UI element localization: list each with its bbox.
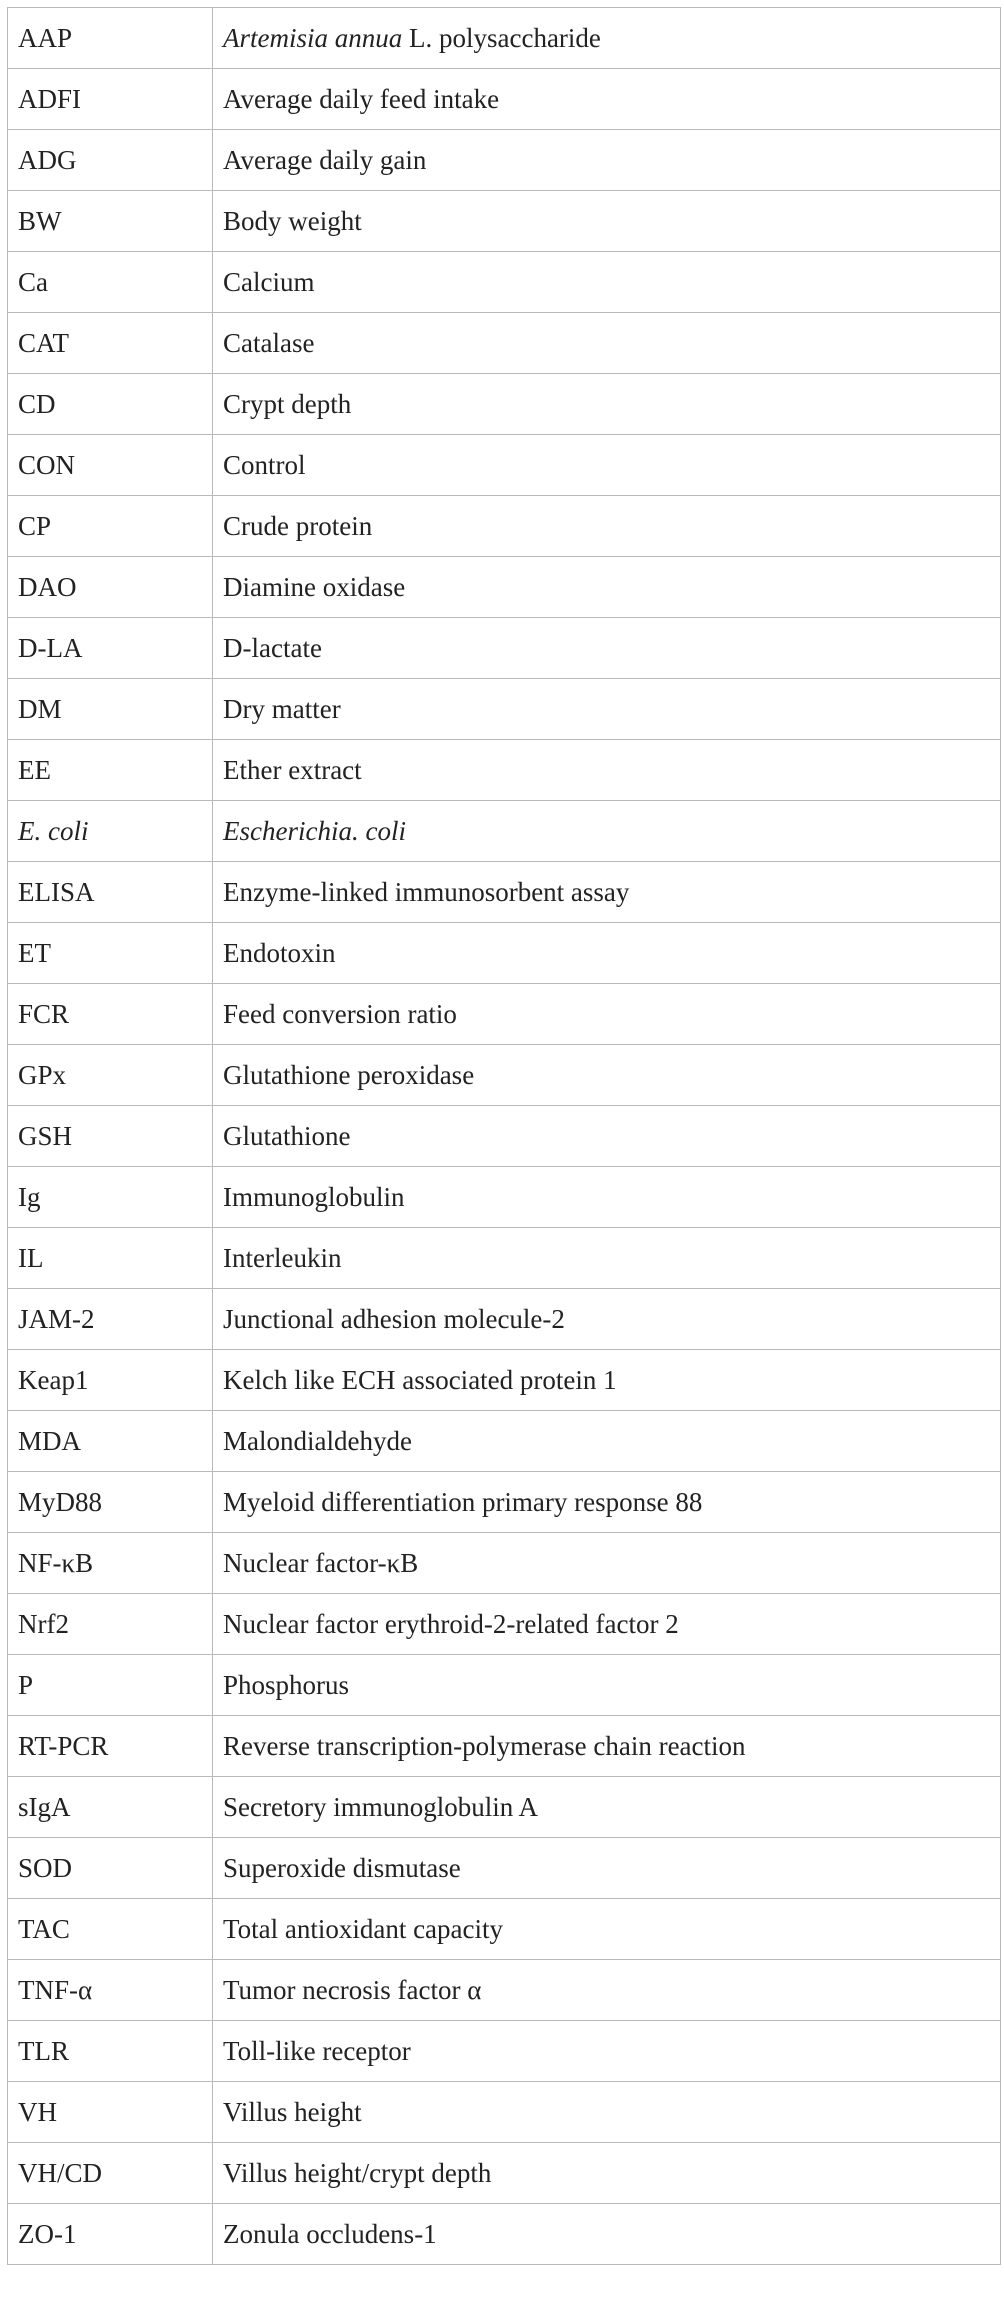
definition-cell — [213, 374, 1001, 435]
table-row — [8, 1228, 1001, 1289]
definition-cell — [213, 1960, 1001, 2021]
abbreviation-cell — [8, 374, 213, 435]
definition-cell-text: Toll-like receptor — [223, 2035, 411, 2066]
abbreviation-cell-text: GPx — [18, 1059, 67, 1090]
definition-cell-text: Immunoglobulin — [223, 1181, 405, 1212]
definition-cell-text: Kelch like ECH associated protein 1 — [223, 1364, 617, 1395]
abbreviation-cell-text: SOD — [18, 1852, 73, 1883]
definition-cell — [213, 1533, 1001, 1594]
abbreviation-cell — [8, 923, 213, 984]
definition-cell-text: Reverse transcription-polymerase chain reaction — [223, 1730, 746, 1761]
abbreviation-cell — [8, 679, 213, 740]
abbreviation-cell-text: Keap1 — [18, 1364, 89, 1395]
abbreviation-cell — [8, 313, 213, 374]
definition-cell — [213, 557, 1001, 618]
abbreviation-cell — [8, 8, 213, 69]
definition-cell-text: Control — [223, 449, 306, 480]
abbreviation-cell-text: MDA — [18, 1425, 82, 1456]
definition-cell — [213, 740, 1001, 801]
abbreviation-cell-text: Ig — [18, 1181, 41, 1212]
table-row — [8, 1472, 1001, 1533]
table-row — [8, 435, 1001, 496]
table-row — [8, 1899, 1001, 1960]
abbreviation-cell-text: ADFI — [18, 83, 82, 114]
table-row — [8, 801, 1001, 862]
abbreviation-cell — [8, 252, 213, 313]
table-row — [8, 191, 1001, 252]
abbreviation-cell-text: GSH — [18, 1120, 73, 1151]
definition-cell-text: Zonula occludens-1 — [223, 2218, 437, 2249]
definition-cell-text: Escherichia. coli — [223, 815, 406, 846]
table-row — [8, 69, 1001, 130]
definition-cell — [213, 618, 1001, 679]
definition-cell-text: Enzyme-linked immunosorbent assay — [223, 876, 630, 907]
abbreviation-cell-text: sIgA — [18, 1791, 71, 1822]
abbreviation-cell-text: FCR — [18, 998, 70, 1029]
definition-cell-text: Crypt depth — [223, 388, 352, 419]
abbreviation-cell-text: DAO — [18, 571, 77, 602]
abbreviation-cell — [8, 1350, 213, 1411]
abbreviation-cell — [8, 1655, 213, 1716]
definition-cell — [213, 1350, 1001, 1411]
table-row — [8, 496, 1001, 557]
abbreviation-cell — [8, 1228, 213, 1289]
definition-cell — [213, 1655, 1001, 1716]
definition-cell — [213, 69, 1001, 130]
abbreviation-cell-text: CP — [18, 510, 52, 541]
definition-cell-text: Myeloid differentiation primary response 88 — [223, 1486, 703, 1517]
abbreviation-cell-text: D-LA — [18, 632, 83, 663]
abbreviation-cell — [8, 1289, 213, 1350]
abbreviation-cell-text: BW — [18, 205, 62, 236]
definition-cell-text: Diamine oxidase — [223, 571, 406, 602]
definition-cell — [213, 496, 1001, 557]
definition-cell-text: Calcium — [223, 266, 315, 297]
definition-cell-text: Average daily gain — [223, 144, 427, 175]
abbreviation-cell — [8, 557, 213, 618]
table-row — [8, 8, 1001, 69]
definition-cell-text: Malondialdehyde — [223, 1425, 412, 1456]
table-row — [8, 2082, 1001, 2143]
definition-cell — [213, 1716, 1001, 1777]
table-row — [8, 1777, 1001, 1838]
definition-cell — [213, 1594, 1001, 1655]
table-row — [8, 252, 1001, 313]
abbreviation-cell — [8, 740, 213, 801]
table-row — [8, 1533, 1001, 1594]
table-row — [8, 618, 1001, 679]
abbreviation-cell-text: DM — [18, 693, 62, 724]
table-row — [8, 1045, 1001, 1106]
abbreviation-cell — [8, 1960, 213, 2021]
definition-cell — [213, 923, 1001, 984]
definition-cell-text: Junctional adhesion molecule-2 — [223, 1303, 565, 1334]
abbreviation-cell — [8, 1045, 213, 1106]
abbreviation-cell — [8, 2204, 213, 2265]
definition-cell — [213, 2204, 1001, 2265]
abbreviation-cell-text: CAT — [18, 327, 70, 358]
abbreviation-cell — [8, 2082, 213, 2143]
abbreviation-cell-text: TAC — [18, 1913, 70, 1944]
definition-cell-text: Catalase — [223, 327, 315, 358]
definition-cell-text: Average daily feed intake — [223, 83, 500, 114]
definition-cell — [213, 1106, 1001, 1167]
definition-cell — [213, 1228, 1001, 1289]
table-row — [8, 1594, 1001, 1655]
table-row — [8, 1838, 1001, 1899]
abbreviation-cell-text: EE — [18, 754, 51, 785]
abbreviation-cell-text: ELISA — [18, 876, 95, 907]
abbreviation-cell — [8, 496, 213, 557]
definition-cell-text: Nuclear factor erythroid-2-related factor 2 — [223, 1608, 679, 1639]
definition-cell — [213, 313, 1001, 374]
definition-cell — [213, 1777, 1001, 1838]
abbreviation-cell-text: Nrf2 — [18, 1608, 69, 1639]
definition-cell-text: Nuclear factor-κB — [223, 1547, 419, 1578]
abbreviation-cell-text: JAM-2 — [18, 1303, 95, 1334]
table-row — [8, 313, 1001, 374]
definition-cell — [213, 1411, 1001, 1472]
definition-cell-text: D-lactate — [223, 632, 322, 663]
abbreviation-cell — [8, 2021, 213, 2082]
abbreviation-cell — [8, 862, 213, 923]
abbreviation-cell-text: VH — [18, 2096, 57, 2127]
abbreviation-cell-text: RT-PCR — [18, 1730, 109, 1761]
definition-cell — [213, 1838, 1001, 1899]
definition-cell — [213, 801, 1001, 862]
definition-cell — [213, 679, 1001, 740]
table-row — [8, 923, 1001, 984]
definition-cell — [213, 435, 1001, 496]
abbreviation-cell — [8, 1777, 213, 1838]
definition-cell-text: Tumor necrosis factor α — [223, 1974, 482, 2005]
abbreviation-cell — [8, 1838, 213, 1899]
table-row — [8, 740, 1001, 801]
abbreviation-cell — [8, 2143, 213, 2204]
abbreviation-cell — [8, 1472, 213, 1533]
abbreviation-cell-text: TNF-α — [18, 1974, 93, 2005]
abbreviation-cell — [8, 618, 213, 679]
definition-cell-text: Dry matter — [223, 693, 341, 724]
abbreviation-cell — [8, 801, 213, 862]
abbreviation-cell-text: TLR — [18, 2035, 69, 2066]
table-row — [8, 1350, 1001, 1411]
abbreviation-cell-text: ADG — [18, 144, 77, 175]
abbreviation-table — [7, 7, 1001, 2265]
abbreviation-table-container — [7, 7, 1001, 2265]
definition-cell-text: Endotoxin — [223, 937, 336, 968]
definition-cell-text: Villus height/crypt depth — [223, 2157, 492, 2188]
definition-cell — [213, 2082, 1001, 2143]
table-row — [8, 1106, 1001, 1167]
definition-cell-text: Body weight — [223, 205, 362, 236]
abbreviation-cell-text: MyD88 — [18, 1486, 103, 1517]
table-row — [8, 1167, 1001, 1228]
abbreviation-cell — [8, 1167, 213, 1228]
table-row — [8, 374, 1001, 435]
abbreviation-cell-text: VH/CD — [18, 2157, 103, 2188]
abbreviation-cell-text: NF-κB — [18, 1547, 94, 1578]
abbreviation-cell-text: IL — [18, 1242, 44, 1273]
table-row — [8, 130, 1001, 191]
abbreviation-cell — [8, 1533, 213, 1594]
abbreviation-cell-text: AAP — [18, 22, 73, 53]
abbreviation-cell-text: P — [18, 1669, 34, 1700]
table-row — [8, 2021, 1001, 2082]
abbreviation-cell — [8, 1411, 213, 1472]
table-row — [8, 557, 1001, 618]
definition-cell — [213, 2021, 1001, 2082]
definition-cell-text: L. polysaccharide — [402, 22, 601, 53]
definition-cell-text: Secretory immunoglobulin A — [223, 1791, 538, 1822]
definition-cell-text: Ether extract — [223, 754, 362, 785]
table-row — [8, 2204, 1001, 2265]
definition-cell — [213, 984, 1001, 1045]
definition-cell — [213, 2143, 1001, 2204]
definition-cell-text: Crude protein — [223, 510, 373, 541]
abbreviation-cell — [8, 435, 213, 496]
definition-cell — [213, 1045, 1001, 1106]
abbreviation-cell-text: ET — [18, 937, 51, 968]
definition-cell — [213, 130, 1001, 191]
definition-cell-text: Glutathione peroxidase — [223, 1059, 475, 1090]
definition-cell-text: Artemisia annua — [223, 22, 403, 53]
table-row — [8, 1289, 1001, 1350]
table-row — [8, 862, 1001, 923]
table-row — [8, 1411, 1001, 1472]
table-row — [8, 1655, 1001, 1716]
abbreviation-cell — [8, 984, 213, 1045]
definition-cell-text: Phosphorus — [223, 1669, 350, 1700]
abbreviation-cell-text: ZO-1 — [18, 2218, 77, 2249]
abbreviation-cell-text: Ca — [18, 266, 48, 297]
definition-cell-text: Feed conversion ratio — [223, 998, 457, 1029]
definition-cell — [213, 862, 1001, 923]
abbreviation-cell-text: E. coli — [18, 815, 89, 846]
abbreviation-cell — [8, 191, 213, 252]
definition-cell-text: Villus height — [223, 2096, 362, 2127]
abbreviation-table-body — [8, 8, 1001, 2265]
definition-cell-text: Total antioxidant capacity — [223, 1913, 504, 1944]
abbreviation-cell-text: CD — [18, 388, 56, 419]
definition-cell — [213, 1899, 1001, 1960]
definition-cell — [213, 252, 1001, 313]
table-row — [8, 1716, 1001, 1777]
abbreviation-cell — [8, 1899, 213, 1960]
table-row — [8, 1960, 1001, 2021]
definition-cell-text: Interleukin — [223, 1242, 342, 1273]
abbreviation-cell — [8, 1594, 213, 1655]
definition-cell — [213, 1167, 1001, 1228]
abbreviation-cell — [8, 1106, 213, 1167]
definition-cell — [213, 1289, 1001, 1350]
abbreviation-cell — [8, 69, 213, 130]
definition-cell — [213, 8, 1001, 69]
definition-cell-text: Glutathione — [223, 1120, 351, 1151]
definition-cell — [213, 1472, 1001, 1533]
definition-cell-text: Superoxide dismutase — [223, 1852, 461, 1883]
table-row — [8, 984, 1001, 1045]
definition-cell — [213, 191, 1001, 252]
abbreviation-cell — [8, 1716, 213, 1777]
abbreviation-cell-text: CON — [18, 449, 76, 480]
table-row — [8, 2143, 1001, 2204]
table-row — [8, 679, 1001, 740]
abbreviation-cell — [8, 130, 213, 191]
